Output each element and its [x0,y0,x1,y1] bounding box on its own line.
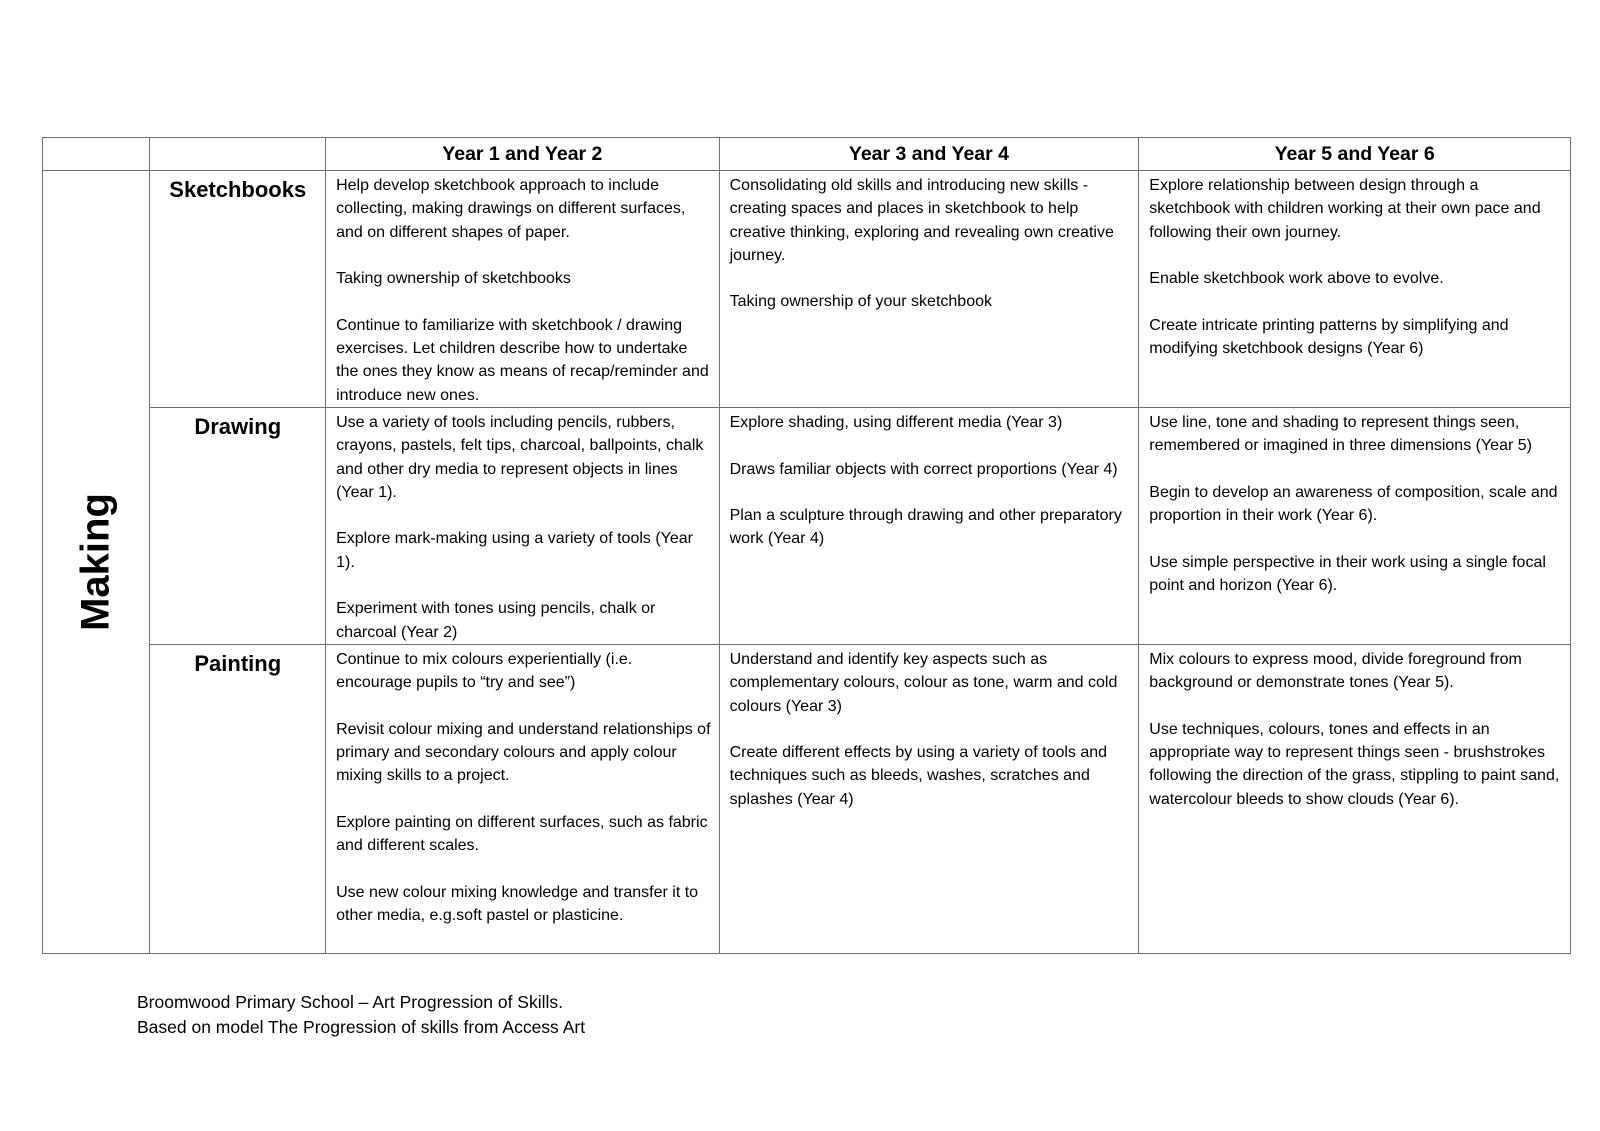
paragraph: Consolidating old skills and introducing new skills - creating spaces and places in sketchbook to help creative thinking, exploring and revealing own creative journey. [729,177,1114,264]
header-year-1-2: Year 1 and Year 2 [326,138,720,171]
paragraph: Explore relationship between design through a sketchbook with children working at their own pace and following their own journey. [1149,177,1541,241]
paragraph: Use techniques, colours, tones and effects in an appropriate way to represent things seen - brushstrokes following the direction of the grass, stippling to paint sand, watercolour bleeds to show clouds (Year 6). [1149,720,1560,808]
topic-drawing: Drawing [150,408,326,645]
skills-table [42,137,1571,954]
cell-painting-year-1-2 [326,644,720,953]
paragraph: Create different effects by using a variety of tools and techniques such as bleeds, washes, scratches and splashes (Year 4) [729,744,1108,808]
table-row-drawing [43,408,1571,645]
paragraph: Create intricate printing patterns by simplifying and modifying sketchbook designs (Year 6) [1149,316,1509,358]
cell-painting-year-3-4 [719,644,1139,953]
area-cell [43,171,150,954]
paragraph: Begin to develop an awareness of composition, scale and proportion in their work (Year 6). [1149,483,1558,525]
paragraph: Use simple perspective in their work using a single focal point and horizon (Year 6). [1149,553,1546,595]
cell-drawing-year-3-4 [719,408,1139,645]
header-year-5-6: Year 5 and Year 6 [1139,138,1571,171]
paragraph: Revisit colour mixing and understand relationships of primary and secondary colours and apply colour mixing skills to a project. [336,720,711,785]
cell-sketchbooks-year-1-2 [326,171,720,408]
paragraph: Use a variety of tools including pencils, rubbers, crayons, pastels, felt tips, charcoal, ballpoints, chalk and other dry media to represent objects in lines (Year 1). [336,414,704,501]
header-blank-topic [150,138,326,171]
header-row [43,138,1571,171]
paragraph: Continue to familiarize with sketchbook / drawing exercises. Let children describe how to undertake the ones they know as means of recap/reminder and introduce new ones. [336,316,709,404]
header-year-3-4: Year 3 and Year 4 [719,138,1139,171]
cell-painting-year-5-6 [1139,644,1571,953]
cell-sketchbooks-year-5-6 [1139,171,1571,408]
header-blank-area [43,138,150,171]
area-label-making: Making [73,493,118,631]
paragraph: Help develop sketchbook approach to include collecting, making drawings on different surfaces, and on different shapes of paper. [336,177,686,241]
paragraph: Explore shading, using different media (Year 3) [729,414,1063,431]
footer-source-line: Based on model The Progression of skills from Access Art [137,1017,586,1037]
cell-sketchbooks-year-3-4 [719,171,1139,408]
footer [137,990,585,1040]
paragraph: Continue to mix colours experientially (i.e. encourage pupils to “try and see”) [336,650,633,692]
paragraph: Taking ownership of your sketchbook [729,293,992,311]
topic-painting: Painting [150,644,326,953]
paragraph: Draws familiar objects with correct proportions (Year 4) [729,460,1118,478]
table-row-sketchbooks [43,171,1571,408]
paragraph: Explore painting on different surfaces, such as fabric and different scales. [336,814,708,855]
paragraph: Taking ownership of sketchbooks [336,270,571,288]
paragraph: Enable sketchbook work above to evolve. [1149,270,1444,288]
table-row-painting [43,644,1571,953]
footer-school-line: Broomwood Primary School – Art Progression of Skills. [137,992,563,1012]
paragraph: Understand and identify key aspects such as complementary colours, colour as tone, warm and cold colours (Year 3) [729,650,1118,715]
paragraph: Use new colour mixing knowledge and transfer it to other media, e.g.soft pastel or plasticine. [336,883,699,925]
paragraph: Use line, tone and shading to represent things seen, remembered or imagined in three dimensions (Year 5) [1149,414,1532,455]
paragraph: Mix colours to express mood, divide foreground from background or demonstrate tones (Year 5). [1149,650,1522,692]
cell-drawing-year-1-2 [326,408,720,645]
cell-drawing-year-5-6 [1139,408,1571,645]
paragraph: Experiment with tones using pencils, chalk or charcoal (Year 2) [336,600,656,641]
paragraph: Explore mark-making using a variety of tools (Year 1). [336,530,693,571]
topic-sketchbooks: Sketchbooks [150,171,326,408]
paragraph: Plan a sculpture through drawing and other preparatory work (Year 4) [729,507,1122,548]
